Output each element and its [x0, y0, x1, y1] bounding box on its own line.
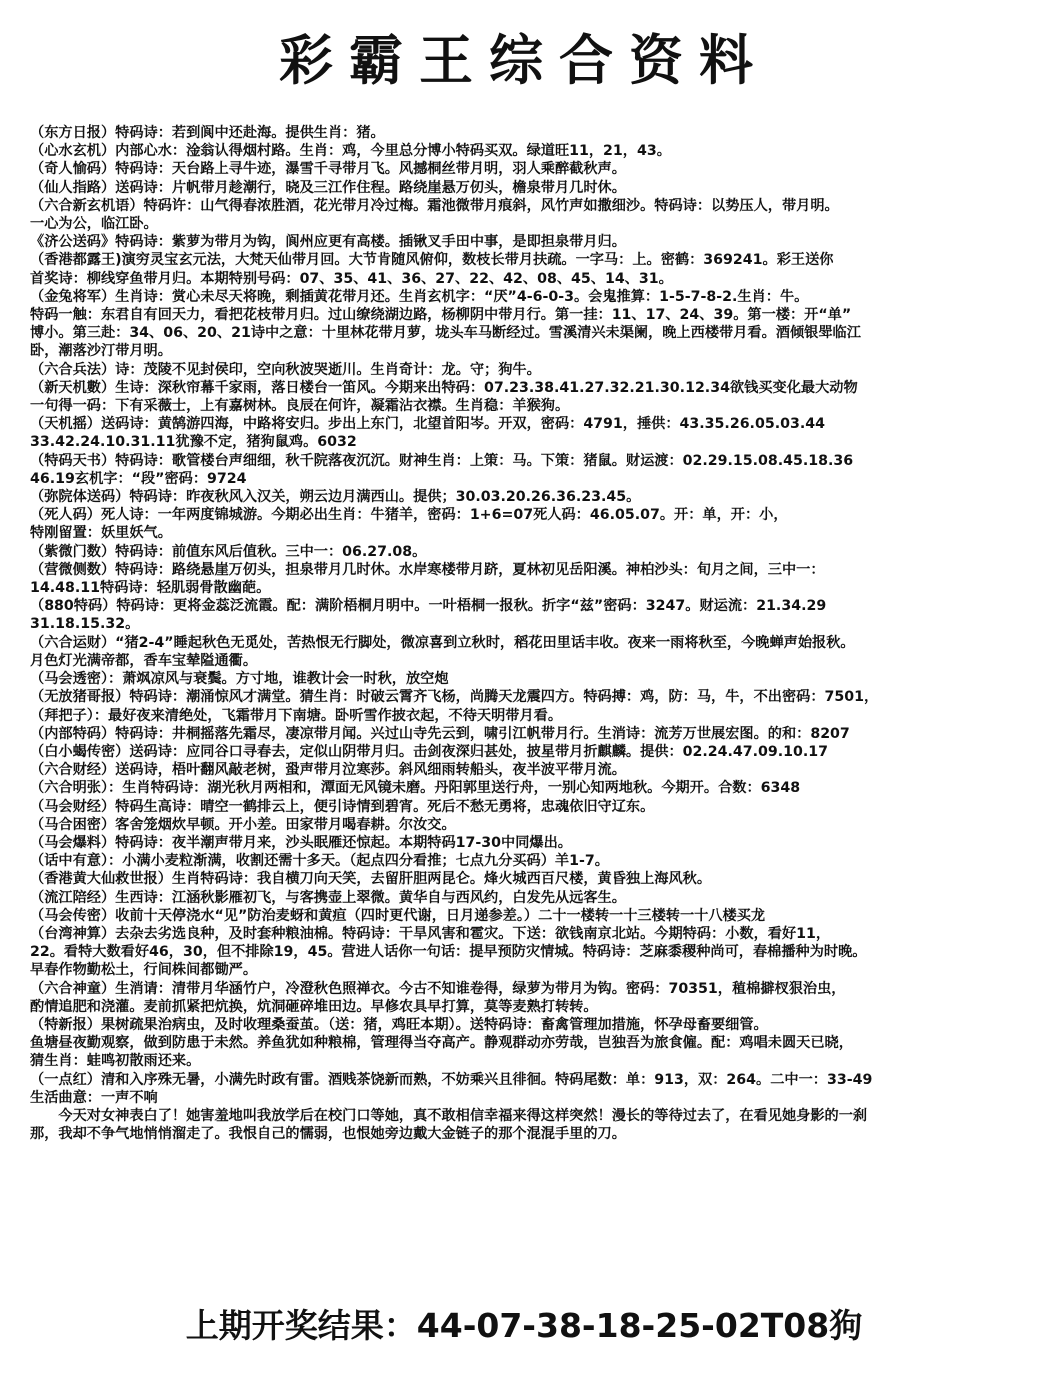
text-line: （金兔将军）生肖诗：赏心未尽天将晚，剩插黄花带月还。生肖玄机字：“厌”4-6-0-3。会鬼推算：1-5-7-8-2.生肖：牛。 [30, 288, 809, 305]
text-line: （话中有意）：小满小麦粒渐满，收割还需十多天。（起点四分看推；七点九分买码）羊1-7。 [30, 853, 609, 870]
text-line: 月色灯光满帝都，香车宝辇隘通衢。 [30, 652, 258, 669]
text-line: （内部特码）特码诗：井桐摇落先霜尽，凄凉带月闻。兴过山寺先云到，啸引江帆带月行。生消诗：流芳万世展宏图。的和：8207 [30, 725, 850, 742]
text-line: 早春作物勤松土，行间株间都锄严。 [30, 962, 258, 979]
text-line: （一点红）清和入序殊无暑，小满先时政有雷。酒贱茶饶新而熟，不妨乘兴且徘徊。特码尾数：单：913，双：264。二中一：33-49 [30, 1071, 873, 1088]
text-line: 一句得一码：下有采薇士，上有嘉树林。良辰在何许，凝霜沾衣襟。生肖稳：羊猴狗。 [30, 398, 570, 415]
text-line: （拜把子）：最好夜来清绝处，飞霜带月下南塘。卧听雪作披衣起，不待天明带月看。 [30, 707, 563, 724]
text-line: （六合明张）：生肖特码诗：湖光秋月两相和，潭面无风镜未磨。丹阳郭里送行舟，一别心知两地秋。今期开。合数：6348 [30, 780, 801, 797]
text-line: （无放猪哥报）特码诗：潮涌惊风才满堂。猜生肖：时破云霄齐飞杨，尚腾天龙震四方。特码搏：鸡，防：马，牛，不出密码：7501， [30, 689, 879, 706]
text-line: （新天机數）生诗：深秋帘幕千家雨，落日楼台一笛风。今期来出特码：07.23.38.41.27.32.21.30.12.34欲钱买变化最大动物 [30, 379, 858, 396]
text-line: （白小蝎传密）送码诗：应同谷口寻春去，定似山阴带月归。击剑夜深归甚处，披星带月折麒麟。提供：02.24.47.09.10.17 [30, 743, 829, 760]
text-line: （奇人愉码）特码诗：天台路上寻牛迹，瀑雪千寻带月飞。风撼桐丝带月明，羽人乘醉截秋声。 [30, 161, 626, 178]
text-line: （特新报）果树疏果治病虫，及时收理桑蚕茧。（送：猪，鸡旺本期）。送特码诗：畜禽管理加措施，怀孕母畜要细管。 [30, 1016, 768, 1033]
text-line: 特刚留置：妖里妖气。 [30, 525, 172, 542]
text-line: 猜生肖：蛙鸣初散雨还来。 [30, 1053, 201, 1070]
text-line: （马会传密）收前十天停浇水“见”防治麦蚜和黄疸（四时更代谢，日月递参差。）二十一楼转一十三楼转一十八楼买龙 [30, 907, 766, 924]
text-line: （流江陪经）生西诗：江涵秋影雁初飞，与客携壶上翠微。黄华自与西风约，白发先从远客生。 [30, 889, 626, 906]
text-line: 46.19玄机字：“段”密码：9724 [30, 470, 247, 487]
text-line: 今天对女神表白了！她害羞地叫我放学后在校门口等她，真不敢相信幸福来得这样突然！漫长的等待过去了，在看见她身影的一刹 [30, 1107, 868, 1124]
text-line: 《济公送码》特码诗：紫萝为带月为钩，阆州应更有高楼。插锹叉手田中事，是即担泉带月归。 [30, 234, 626, 251]
text-line: 31.18.15.32。 [30, 616, 140, 633]
text-line: （马会财经）特码生高诗：晴空一鹤排云上，便引诗情到碧宵。死后不愁无勇将，忠魂依旧守辽东。 [30, 798, 655, 815]
text-line: 特码一触：东君自有回天力，看把花枝带月归。过山缭绕湖边路，杨柳阴中带月行。第一挂：11、17、24、39。第一楼：开“单” [30, 307, 852, 324]
text-line: （马合困密）客舍笼烟炊早顿。开小差。田家带月喝春耕。尔汝交。 [30, 816, 456, 833]
text-line: （马会透密）：萧飒凉风与衰鬓。方寸地，谁教计会一时秋，放空炮 [30, 671, 449, 688]
text-line: （香港黄大仙救世报）生肖特码诗：我自横刀向天笑，去留肝胆两昆仑。烽火城西百尺楼，黄昏独上海风秋。 [30, 871, 712, 888]
text-line: 14.48.11特码诗：轻肌弱骨散幽葩。 [30, 580, 271, 597]
text-line: （马会爆料）特码诗：夜半潮声带月来，沙头眠雁还惊起。本期特码17-30中同爆出。 [30, 834, 572, 851]
text-line: （营微侧数）特码诗：路绕悬崖万仞头，担泉带月几时休。水岸寒楼带月跻，夏林初见岳阳溪。神柏沙头：旬月之间，三中一： [30, 561, 825, 578]
text-line: 博小。第三赴：34、06、20、21诗中之意：十里林花带月萝，垅头车马断经过。雪溪清兴未渠阑，晚上西楼带月看。酒倾银斝临江 [30, 325, 861, 342]
text-line: 33.42.24.10.31.11犹豫不定，猪狗鼠鸡。6032 [30, 434, 357, 451]
text-line: 一心为公，临江卧。 [30, 216, 158, 233]
text-line: 那，我却不争气地悄悄溜走了。我恨自己的懦弱，也恨她旁边戴大金链子的那个混混手里的刀。 [30, 1126, 626, 1143]
text-line: （仙人指路）送码诗：片帆带月趁潮行，晓及三江作住程。路绕崖悬万仞头，檐泉带月几时休。 [30, 179, 626, 196]
text-line: （六合财经）送码诗，梧叶翻风敲老树，蛩声带月泣寒莎。斜风细雨转船头，夜半波平带月流。 [30, 762, 626, 779]
page-title: 彩霸王综合资料 [279, 28, 769, 92]
text-line: （880特码）特码诗：更将金蕊泛流霞。配：满阶梧桐月明中。一叶梧桐一报秋。折字“兹”密码：3247。财运流：21.34.29 [30, 598, 827, 615]
text-line: （心水玄机）内部心水：淦翁认得烟村路。生肖：鸡，今里总分博小特码买双。绿道旺11，21，43。 [30, 143, 671, 160]
last-draw-result: 上期开奖结果：44-07-38-18-25-02T08狗 [185, 1306, 863, 1345]
text-line: （东方日报）特码诗：若到阆中还赴海。提供生肖：猪。 [30, 125, 385, 141]
text-line: 首奖诗：柳线穿鱼带月归。本期特别号码：07、35、41、36、27、22、42、08、45、14、31。 [30, 270, 673, 287]
text-line: （六合兵法）诗：茂陵不见封侯印，空向秋波哭逝川。生肖奇计：龙。守；狗牛。 [30, 361, 541, 378]
text-line: （六合运财）“猪2-4”睡起秋色无觅处，苦热恨无行脚处，微凉喜到立秋时，稻花田里话丰收。夜来一雨将秋至，今晚蝉声始报秋。 [30, 634, 855, 651]
text-line: 22。看特大数看好46，30，但不排除19，45。营进人话你一句话：提早预防灾情城。特码诗：芝麻黍稷种尚可，春棉播种为时晚。 [30, 944, 867, 961]
text-line: 生活曲意：一声不响 [30, 1089, 158, 1106]
text-line: （六合新玄机语）特码许：山气得春浓胜酒，花光带月冷过梅。霜池微带月痕斜，风竹声如撒细沙。特码诗：以势压人，带月明。 [30, 197, 839, 214]
text-line: （台湾神算）去杂去劣选良种，及时套种粮油棉。特码诗：干旱风害和雹灾。下送：欲钱南京北站。今期特码：小数，看好11， [30, 925, 831, 942]
text-line: （天机摇）送码诗：黄鹄游四海，中路将安归。步出上东门，北望首阳岑。开双，密码：4791，捶供：43.35.26.05.03.44 [30, 416, 825, 433]
text-line: （死人码）死人诗：一年两度锦城游。今期必出生肖：牛猪羊，密码：1+6=07死人码：46.05.07。开：单，开：小， [30, 507, 788, 524]
text-line: （特码天书）特码诗：歌管楼台声细细，秋千院落夜沉沉。财神生肖：上策：马。下策：猪鼠。财运渡：02.29.15.08.45.18.36 [30, 452, 854, 469]
text-line: （香港都露王)演穷灵宝玄元法，大梵天仙带月回。大节肯随风俯仰，数枝长带月扶疏。一字马：上。密鹤：369241。彩王送你 [30, 252, 834, 269]
text-line: 酌情追肥和浇灌。麦前抓紧把炕换，炕洞砸碎堆田边。早修农具早打算，莫等麦熟打转转。 [30, 998, 598, 1015]
text-line: （六合神童）生消请：清带月华涵竹户，冷澄秋色照禅衣。今古不知谁卷得，绿萝为带月为钩。密码：70351，稙棉擗杈狠治虫， [30, 980, 846, 997]
text-line: （紫微门数）特码诗：前值东风后值秋。三中一：06.27.08。 [30, 543, 427, 560]
text-line: 卧，潮落沙汀带月明。 [30, 343, 172, 360]
text-line: （弥院体送码）特码诗：昨夜秋风入汉关，朔云边月满西山。提供；30.03.20.26.36.23.45。 [30, 489, 641, 506]
text-line: 鱼塘昼夜勤观察，做到防患于未然。养鱼犹如种粮棉，管理得当夺高产。静观群动亦劳哉，岂独吾为旅食僱。配：鸡唱未圆天已晓， [30, 1035, 853, 1052]
document-body [30, 124, 1042, 1143]
